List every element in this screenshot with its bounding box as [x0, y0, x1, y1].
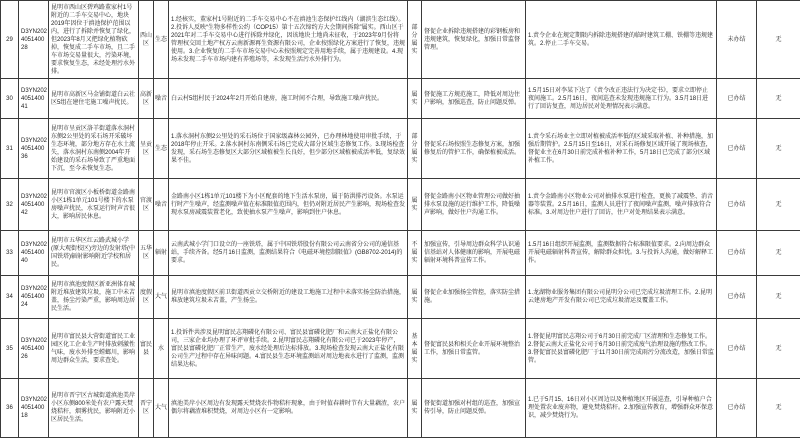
table-row [1, 179, 800, 231]
investigation-result: 昆明市滇池度假区前卫街道西贡立交桥附近的建设工地施工过程中未落实扬尘防治措施，堆放建筑垃圾未苫盖，产生扬尘。 [171, 290, 406, 304]
cell [169, 119, 408, 179]
handling-measures: 督促采石场按照生态修复方案，加强修复后的管护工作，确保植被成活。 [424, 141, 521, 156]
serial-number: 32 [6, 201, 13, 208]
district: 高新区 [140, 91, 153, 106]
accountability: 无 [775, 95, 782, 102]
cell [757, 119, 800, 179]
cell [408, 379, 422, 438]
case-id: D3YN202405140018 [21, 397, 48, 419]
cell [154, 119, 169, 179]
cell [422, 79, 526, 119]
case-id: D3YN202405140041 [21, 87, 48, 110]
cell [154, 379, 169, 438]
table-row [1, 379, 800, 438]
cell [49, 79, 139, 119]
serial-number: 31 [6, 145, 13, 152]
cell [526, 379, 717, 438]
cell [49, 231, 139, 276]
cell [717, 319, 757, 379]
pollution-type: 辐射 [155, 250, 168, 256]
complaint-content: 昆明市富民县大营街道富民工业园区化工企业生产时排放刺激性气味，废水外排至螳螂川，影响周边群众生活，要求查处。 [51, 333, 136, 364]
handling-measures: 督促企业加强扬尘管控，落实防尘措施。 [424, 290, 521, 304]
complaint-content: 昆明市西山区碧鸡路董家村1号附近的二手车交易中心，地块2019年因位于滇池保护范围以内，进行了拆除并恢复了绿化，但2023年8月又把绿化植物砍掉，恢复成二手车市场，且二手车市场交易量很大，污染环境，要求恢复生态，未经处理污水外排。 [51, 4, 136, 75]
rectification-progress: 1.责令企业在规定期限内拆除违规搭建的临时建筑工棚、铁棚等违规建筑。2.停止二手车交易。 [528, 32, 714, 47]
cell [19, 79, 49, 119]
cell [717, 379, 757, 438]
cell [526, 231, 717, 276]
handling-measures: 督促金路南小区物业管理公司做好抽排水泵设施的运行维护工作，降低噪声影响，做好住户沟通工作。 [424, 193, 521, 216]
cell [422, 1, 526, 79]
cell [422, 276, 526, 319]
cell [169, 79, 408, 119]
cell [526, 319, 717, 379]
cell [1, 379, 19, 438]
cell [154, 231, 169, 276]
table-row [1, 231, 800, 276]
cell [422, 319, 526, 379]
cell [526, 179, 717, 231]
table-row [1, 319, 800, 379]
district: 呈贡区 [140, 141, 153, 156]
cell [169, 319, 408, 379]
complaint-content: 昆明市五华区红云路武城小学(原大观街校区)旁边的发射塔(中国铁塔)辐射影响附近学校和居民。 [51, 238, 135, 268]
verification-status: 属实 [411, 91, 418, 106]
cell [49, 276, 139, 319]
cell [1, 1, 19, 79]
rectification-progress: 1.龙湖物业服务集团有限公司昆明分公司已完成垃圾清理工作。2.昆明云建房地产开发有限公司已完成垃圾清运及覆盖工作。 [528, 290, 713, 304]
rectification-progress: 1.5月16日组织开展监测，监测数据符合标准限值要求。2.向周边群众开展电磁辐射科普宣传，解除群众担忧。3.与投诉人沟通，做好解释工作。 [528, 242, 714, 264]
verification-status: 属实 [411, 401, 418, 415]
cell [139, 179, 154, 231]
investigation-result: 金路南小区1栋1单元101楼下为小区配套的地下生活水泵房，属于防洪排污设备。水泵运行时产生噪声，经监测噪声值在标准限值范围内，但仍对附近居民产生影响，现场检查发现水泵房减震装置老化，致使抽水泵产生噪声，影响到住户休息。 [171, 193, 406, 216]
accountability: 无 [775, 405, 782, 411]
accountability: 无 [775, 201, 782, 208]
cell [49, 119, 139, 179]
cell [717, 231, 757, 276]
cell [422, 179, 526, 231]
cell [169, 1, 408, 79]
cell [19, 276, 49, 319]
pollution-type: 水 [157, 345, 164, 352]
rectification-progress: 1.5月15日对李某下达了《责令改正违法行为决定书》，要求立即停止夜间施工。2.5月16日，夜间巡查未发现违规施工行为。3.5月18日进行了回访复查，周边居民对处理情况表示满意。 [528, 87, 709, 110]
investigation-result: 白云村5组村民于2024年2月开始自建房，施工时间不合理，导致施工噪声扰民。 [171, 95, 384, 102]
cell [422, 231, 526, 276]
cell [154, 1, 169, 79]
cell [717, 179, 757, 231]
handling-measures: 加强宣传，引导周边群众科学认识通信基站对人体健康的影响，开展电磁辐射环境科普宣传工作。 [424, 242, 521, 264]
handling-measures: 督促富民县和相关企业开展环境整治工作，加强日常监管。 [424, 341, 521, 356]
cell [422, 119, 526, 179]
cell [19, 379, 49, 438]
cell [408, 276, 422, 319]
verification-status: 部分属实 [411, 24, 418, 55]
district: 晋宁区 [140, 401, 153, 415]
complaint-content: 昆明市高新区马金铺街道白云社区5组在建住宅施工噪声扰民。 [51, 91, 136, 106]
investigation-result: 1.经核实，董家村1号附近的二手车交易中心不在滇池生态保护红线内（湖滨生态红线）。2.投诉人反映“生物多样性公约（COP15）第十五次缔约方大会期间拆除”属实。西山区于2021年对二手车交易中心进行拆除并绿化，因该地块土地尚未征收，于2023年9月份将管理权交回土地产权方云南新源再生资源有限公司，企业按照绿化方案进行了恢复，违规使用。3.企业恢复的二手车市场交易中心未按照规定完善用地手续，属于违规建设。4.现场未发现二手车市场内建有养殖场等，未发现生活污水外排行为。 [171, 16, 406, 63]
cell [757, 276, 800, 319]
serial-number: 36 [6, 405, 13, 411]
rectification-progress: 1.责令金路南小区物业公司对抽排水泵进行检查，更换了减震垫、消音器等装置。2.5月16日，监测人员进行了夜间噪声监测，噪声排放符合标准。3.对周边住户进行了回访，住户对处理结果表示满意。 [528, 193, 714, 216]
cell [154, 319, 169, 379]
cell [422, 379, 526, 438]
cell [139, 276, 154, 319]
completion-status: 已办结 [727, 405, 746, 411]
cell [408, 1, 422, 79]
completion-status: 已办结 [727, 95, 746, 102]
cell [49, 179, 139, 231]
cell [49, 1, 139, 79]
investigation-result: 1.投诉件共涉及昆明富民志翔磷化有限公司、富民县富磷化肥厂和云南大正盐化有限公司，三家企业均办理了环评审批手续。2.昆明富民志翔磷化有限公司已于2023年停产，富民县富磷化肥厂正常生产，废水经处理后达标排放。3.现场检查发现云南大正盐化有限公司生产过程中存在异味问题。4.富民县生态环境监测站对周边地表水进行了监测，监测结果达标。 [171, 329, 405, 368]
cell [19, 231, 49, 276]
cell [757, 379, 800, 438]
handling-measures: 督促施工方规范施工，降低对周边住户影响，加强巡查，防止问题反弹。 [424, 91, 521, 106]
pollution-type: 噪音 [155, 201, 168, 208]
complaint-content: 昆明市滇池度假区新亚洲体育城附近堆放建筑垃圾，施工中未苫盖，扬尘污染严重，影响周边居民生活。 [51, 282, 136, 312]
serial-number: 34 [6, 294, 13, 300]
cell [139, 119, 154, 179]
verification-status: 基本属实 [411, 333, 418, 364]
serial-number: 29 [6, 36, 13, 43]
cell [139, 379, 154, 438]
accountability: 无 [775, 145, 782, 152]
table-row [1, 276, 800, 319]
cell [169, 179, 408, 231]
complaint-content: 昆明市呈贡区洛羊街道落水洞村东侧2公里处的采石场开采破坏生态环境，部分地方存在水土流失，落水洞村东南侧2004年开始建设的采石场导致了严重地面下沉，至今未恢复生态。 [51, 125, 136, 172]
cell [717, 79, 757, 119]
rectification-progress: 1.督促昆明富民志翔公司于6月30日前完成厂区清理和生态修复工作。2.督促云南大正盐化公司于6月30日前完成废气治理设施的整改工作。3.督促富民县富磷化肥厂于11月30日前完成雨污分流改造，加强日常监管。 [528, 333, 714, 364]
cell [408, 119, 422, 179]
cell [1, 119, 19, 179]
serial-number: 35 [6, 345, 13, 352]
cell [1, 231, 19, 276]
handling-measures: 督促企业拆除违规搭建的彩钢板房和违规建筑，恢复绿化，加强日常监督管理。 [424, 28, 521, 51]
complaint-content: 昆明市晋宁区古城街道滇池美岸小区东侧800米处有农户露天焚烧秸秆，烟雾扰民，影响附近小区居民生活。 [51, 393, 136, 423]
cell [19, 319, 49, 379]
cell [526, 79, 717, 119]
cell [408, 319, 422, 379]
investigation-result: 1.落水洞村东侧2公里处的采石场位于国家级森林公园外，已办理林地使用审批手续，于2018年停止开采。2.落水洞村东南侧采石场已完成大部分区域生态修复工作。3.现场检查发现，采石场生态修复区大部分区域植被生长良好，但少部分区域植被成活率低，复绿效果不佳。 [171, 133, 406, 164]
cell [757, 179, 800, 231]
cell [139, 319, 154, 379]
verification-status: 属实 [411, 290, 418, 304]
district: 度假区 [140, 290, 153, 304]
cell [1, 276, 19, 319]
accountability: 无 [775, 294, 782, 300]
cell [1, 319, 19, 379]
cell [1, 179, 19, 231]
cell [49, 379, 139, 438]
table-row [1, 119, 800, 179]
rectification-progress: 1.已于5月15、16日对小区周边以及种植地区开展巡查，引导种植户合理处置农业废弃物，避免焚烧秸秆。2.加强宣传教育，增强群众环保意识，减少焚烧行为。 [528, 397, 714, 419]
investigation-result: 滇池美岸小区周边有发现露天焚烧农作物秸秆现象，由于时值春耕时节有大量藕渣，农户偶尔将藕渣堆积焚烧，对周边小区有一定影响。 [171, 401, 406, 415]
cell [154, 276, 169, 319]
cell [1, 79, 19, 119]
case-id: D3YN202405140026 [21, 337, 48, 360]
cell [169, 276, 408, 319]
cell [139, 79, 154, 119]
completion-status: 已办结 [727, 294, 746, 300]
pollution-type: 大气 [155, 294, 168, 300]
pollution-type: 生态 [155, 145, 168, 152]
cell [526, 276, 717, 319]
cell [169, 231, 408, 276]
investigation-result: 云南武城小学门口设立的一座铁塔，属于中国铁塔股份有限公司云南省分公司的通信基站，手续齐备。经5月16日监测，监测结果符合《电磁环境控制限值》(GB8702-2014)的要求。 [171, 242, 403, 264]
pollution-type: 噪音 [155, 95, 168, 102]
table-row [1, 79, 800, 119]
cell [757, 1, 800, 79]
cell [19, 119, 49, 179]
cell [154, 179, 169, 231]
serial-number: 33 [6, 250, 13, 256]
completion-status: 已办结 [727, 345, 746, 352]
cell [526, 119, 717, 179]
cell [717, 1, 757, 79]
serial-number: 30 [6, 95, 13, 102]
district: 西山区 [140, 32, 153, 47]
handling-measures: 督促街道加强对村组的巡查，加强宣传引导，防止问题反弹。 [424, 401, 521, 415]
cell [169, 379, 408, 438]
cell [408, 179, 422, 231]
verification-status: 属实 [411, 197, 418, 212]
cell [139, 1, 154, 79]
cell [408, 231, 422, 276]
completion-status: 已办结 [727, 250, 746, 256]
cell [19, 179, 49, 231]
rectification-progress: 1.责令采石场业主立即对植被成活率低的区域采取补植、补种措施，加强后期管护。2.5月15日至16日，对采石场修复区域开展了现场核查，督促业主在6月30日前完成补植补种工作，5月18日已完成了部分区域补植工作。 [528, 133, 714, 164]
accountability: 无 [775, 250, 782, 256]
cell [717, 276, 757, 319]
pollution-type: 大气 [155, 405, 168, 411]
verification-status: 不属实 [411, 242, 418, 264]
case-id: D3YN202405140028 [21, 28, 48, 51]
case-id: D3YN202405140036 [21, 137, 48, 160]
district: 富民县 [140, 341, 153, 356]
case-id: D3YN202405140040 [21, 242, 48, 264]
case-id: D3YN202405140042 [21, 193, 48, 216]
completion-status: 已办结 [727, 201, 746, 208]
completion-status: 已办结 [727, 145, 746, 152]
cell [757, 231, 800, 276]
case-id: D3YN202405140024 [21, 286, 48, 308]
cell [408, 79, 422, 119]
table-row [1, 1, 800, 79]
cell [154, 79, 169, 119]
complaint-content: 昆明市官渡区小板桥街道金路南小区1栋1单元101号楼下的水泵房噪声扰民，水泵运行时声音很大，影响居民休息。 [51, 189, 136, 220]
cell [526, 1, 717, 79]
cell [19, 1, 49, 79]
district: 官渡区 [140, 197, 153, 212]
cell [757, 319, 800, 379]
cell [717, 119, 757, 179]
cell [139, 231, 154, 276]
completion-status: 未办结 [727, 36, 746, 43]
cell [49, 319, 139, 379]
district: 五华区 [140, 246, 153, 260]
cell [757, 79, 800, 119]
accountability: 无 [775, 36, 782, 43]
accountability: 无 [775, 345, 782, 352]
verification-status: 部分属实 [411, 133, 418, 164]
pollution-type: 生态 [155, 36, 168, 43]
